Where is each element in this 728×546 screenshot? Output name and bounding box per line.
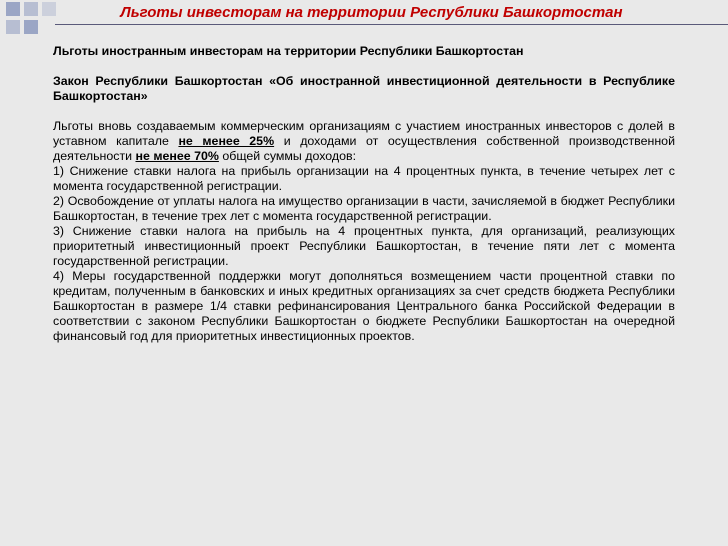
slide-title <box>55 0 688 25</box>
law-reference: Закон Республики Башкортостан «Об иностранной инвестиционной деятельности в Республике Башкортостан» <box>53 74 675 103</box>
share-threshold: не менее 25% <box>178 134 275 148</box>
income-threshold: не менее 70% <box>135 149 219 163</box>
intro-paragraph <box>53 119 675 164</box>
benefit-item-4: 4) Меры государственной поддержки могут дополняться возмещением части процентной ставки по кредитам, полученным в банковских и иных кредитных организациях за счет средств бюджета Республики Башкортостан в размере 1/4 ставки рефинансирования Центрального банка Российской Федерации в соответствии с законом Республики Башкортостан о бюджете Республики Башкортостан на очередной финансовый год для приоритетных инвестиционных проектов. <box>53 269 675 343</box>
benefit-item-1: 1) Снижение ставки налога на прибыль организации на 4 процентных пункта, в течение четырех лет с момента государственной регистрации. <box>53 164 675 193</box>
slide-body <box>53 44 675 344</box>
intro-part-c: общей суммы доходов: <box>218 149 357 163</box>
benefit-item-2: 2) Освобождение от уплаты налога на имущество организации в части, зачисляемой в бюджет Республики Башкортостан, в течение трех лет с момента государственной регистрации. <box>53 194 675 223</box>
benefit-item-3: 3) Снижение ставки налога на прибыль на 4 процентных пункта, для организаций, реализующих приоритетный инвестиционный проект Республики Башкортостан, в течение пяти лет с момента государственной регистрации. <box>53 224 675 268</box>
slide-title-text: Льготы инвесторам на территории Республики Башкортостан <box>120 4 623 21</box>
intro-part-b: и доходами от осуществления собственной производственной деятельности <box>53 134 675 163</box>
section-heading: Льготы иностранным инвесторам на территории Республики Башкортостан <box>53 44 524 58</box>
intro-part-a: Льготы вновь создаваемым коммерческим организациям с участием иностранных инвесторов с долей в уставном капитале <box>53 119 675 148</box>
